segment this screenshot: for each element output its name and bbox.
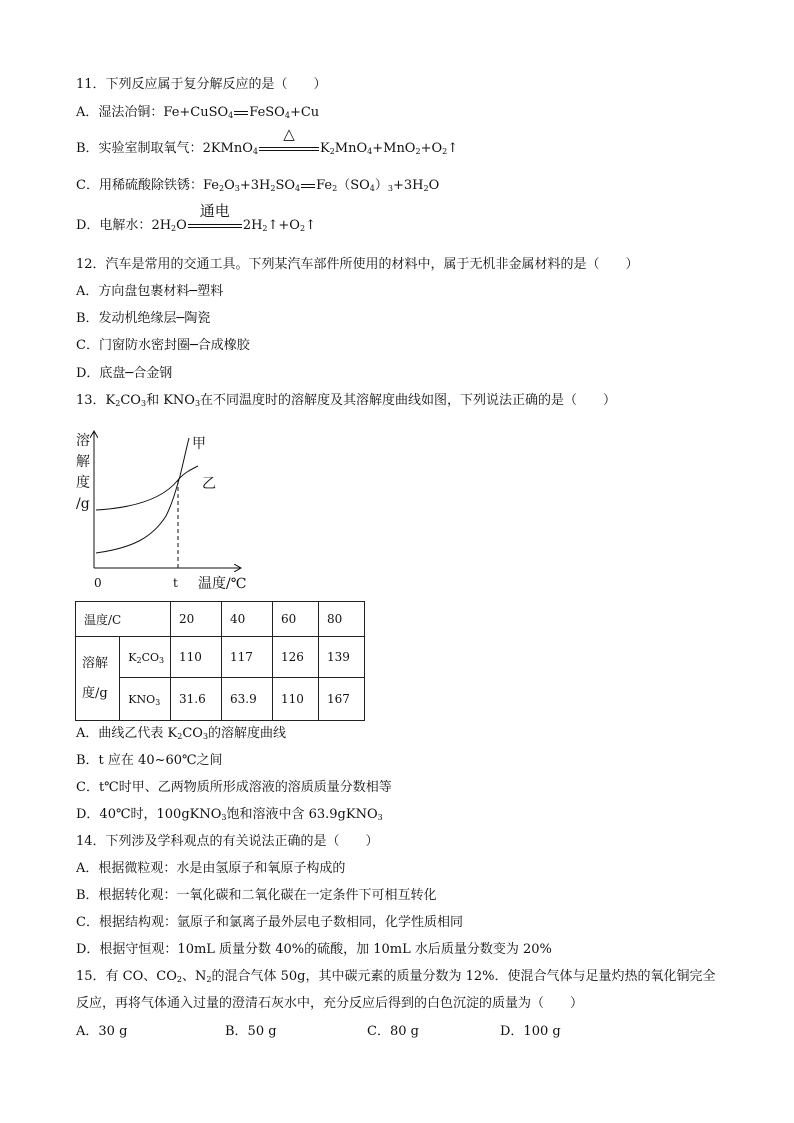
subscript: 3: [155, 697, 161, 707]
subscript: 4: [369, 184, 375, 193]
subscript: 2: [177, 732, 183, 741]
origin-label: 0: [94, 576, 102, 590]
stem-text: CO: [120, 393, 141, 408]
subscript: 2: [218, 184, 225, 193]
q11-stem: 11．下列反应属于复分解反应的是（ ）: [76, 77, 327, 92]
subscript: 3: [194, 399, 201, 408]
option-text: 的溶解度曲线: [208, 726, 287, 741]
row-group-text: 溶解: [82, 655, 109, 671]
eq-text: 2H: [242, 218, 263, 233]
stem-text: 在不同温度时的溶解度及其溶解度曲线如图，下列说法正确的是（ ）: [200, 393, 617, 408]
q15-stem-line2: 反应，再将气体通入过量的澄清石灰水中，充分反应后得到的白色沉淀的质量为（ ）: [76, 996, 584, 1011]
eq-text: O: [428, 178, 440, 193]
eq-text: ↑+O: [267, 218, 300, 233]
subscript: 3: [221, 813, 227, 822]
subscript: 2: [115, 399, 121, 408]
subscript: 3: [234, 184, 240, 193]
subscript: 2: [423, 184, 429, 193]
q15-option-a[interactable]: A．30 g: [76, 1024, 128, 1039]
q12-option-d[interactable]: D．底盘─合金钢: [76, 366, 173, 381]
eq-text: O: [176, 218, 187, 233]
stem-text: 13．K: [76, 393, 116, 408]
q12-option-b[interactable]: B．发动机绝缘层─陶瓷: [76, 311, 211, 326]
option-text: CO: [182, 726, 203, 741]
formula-text: K: [128, 650, 137, 664]
curve-jia-label: 甲: [192, 436, 206, 452]
subscript: 3: [377, 813, 383, 822]
table-cell: 126: [273, 637, 319, 678]
option-text: 饱和溶液中含 63.9gKNO: [226, 807, 378, 822]
table-temp-cell: 20: [171, 602, 222, 637]
subscript: 2: [176, 975, 182, 984]
q12-option-c[interactable]: C．门窗防水密封圈─合成橡胶: [76, 338, 250, 353]
option-text: A．曲线乙代表 K: [76, 726, 178, 741]
formula-text: KNO: [128, 692, 156, 706]
y-axis-label-char: 解: [76, 454, 90, 470]
eq-text: MnO: [334, 141, 368, 156]
subscript: 4: [284, 111, 290, 120]
subscript: 2: [332, 184, 338, 193]
eq-text: +3H: [239, 178, 271, 193]
eq-text: Fe: [202, 178, 219, 193]
eq-text: SO: [275, 178, 296, 193]
q13-option-d[interactable]: [76, 806, 383, 824]
q14-option-c[interactable]: C．根据结构观：氩原子和氯离子最外层电子数相同，化学性质相同: [76, 915, 463, 930]
curve-jia: [96, 438, 189, 553]
q14-stem: 14．下列涉及学科观点的有关说法正确的是（ ）: [76, 834, 379, 849]
subscript: 4: [295, 184, 301, 193]
subscript: 2: [270, 184, 276, 193]
table-row-group: [76, 637, 120, 721]
eq-text: +3H: [393, 178, 424, 193]
table-cell: 167: [319, 678, 365, 721]
eq-text: FeSO: [249, 105, 285, 120]
q11-option-b[interactable]: [76, 124, 459, 158]
q15-option-c[interactable]: C．80 g: [367, 1024, 419, 1039]
subscript: 3: [387, 184, 393, 193]
eq-text: O: [224, 178, 235, 193]
subscript: 2: [329, 147, 335, 156]
subscript: 4: [367, 147, 373, 156]
y-axis-label-char: /g: [76, 496, 90, 512]
subscript: 3: [140, 399, 147, 408]
reaction-arrow-electrolysis: [188, 201, 242, 228]
q13-option-b[interactable]: B．t 应在 40~60℃之间: [76, 753, 223, 768]
table-row-label: [120, 678, 171, 721]
y-axis-label-char: 溶: [76, 433, 90, 449]
table-cell: 139: [319, 637, 365, 678]
eq-text: Fe+CuSO: [163, 105, 229, 120]
reaction-arrow-heat: [259, 124, 319, 151]
eq-text: 2KMnO: [202, 141, 253, 156]
subscript: 2: [136, 655, 142, 665]
table-cell: 110: [171, 637, 222, 678]
subscript: 4: [228, 111, 234, 120]
q11-option-a[interactable]: [76, 104, 319, 122]
subscript: 2: [206, 975, 212, 984]
q12-stem: 12．汽车是常用的交通工具。下列某汽车部件所使用的材料中，属于无机非金属材料的是（ ）: [76, 257, 639, 272]
eq-text: K: [319, 141, 330, 156]
table-cell: 110: [273, 678, 319, 721]
q11-d-label: D．电解水：: [76, 218, 152, 233]
subscript: 4: [252, 147, 258, 156]
stem-text: 和 KNO: [146, 393, 195, 408]
q11-b-label: B．实验室制取氧气：: [76, 141, 203, 156]
table-cell: 31.6: [171, 678, 222, 721]
q11-c-label: C．用稀硫酸除铁锈：: [76, 178, 203, 193]
row-group-text: 度/g: [82, 685, 108, 701]
eq-text: Fe: [316, 178, 333, 193]
q15-stem-line1: [76, 968, 716, 986]
q14-option-b[interactable]: B．根据转化观：一氧化碳和二氧化碳在一定条件下可相互转化: [76, 888, 437, 903]
equals-sign: [234, 111, 248, 115]
subscript: 2: [442, 147, 448, 156]
table-temp-cell: 80: [319, 602, 365, 637]
q14-option-d[interactable]: D．根据守恒观：10mL 质量分数 40%的硫酸，加 10mL 水后质量分数变为 20%: [76, 942, 552, 957]
stem-text: 的混合气体 50g，其中碳元素的质量分数为 12%．使混合气体与足量灼热的氧化铜完全: [211, 969, 716, 984]
q11-a-label: A．湿法冶铜：: [76, 105, 164, 120]
q15-option-b[interactable]: B．50 g: [225, 1024, 277, 1039]
eq-text: （SO: [337, 178, 370, 193]
electrolysis-condition: 通电: [199, 201, 230, 220]
up-arrow: ↑: [447, 141, 459, 156]
stem-text: 15．有 CO、CO: [76, 969, 177, 984]
eq-text: +O: [420, 141, 443, 156]
q13-option-c[interactable]: C．t℃时甲、乙两物质所形成溶液的溶质质量分数相等: [76, 780, 392, 795]
curve-yi: [96, 466, 198, 510]
subscript: 3: [159, 655, 165, 665]
solubility-table: [75, 601, 365, 721]
subscript: 2: [415, 147, 421, 156]
q13-option-a[interactable]: [76, 725, 286, 743]
x-axis-label: 温度/℃: [198, 576, 247, 592]
table-header-label: 温度/C: [76, 602, 171, 637]
y-axis-label-char: 度: [76, 475, 90, 491]
option-text: D．40℃时，100gKNO: [76, 807, 222, 822]
table-cell: 117: [222, 637, 273, 678]
curve-yi-label: 乙: [202, 476, 216, 492]
subscript: 2: [299, 224, 306, 233]
q14-option-a[interactable]: A．根据微粒观：水是由氢原子和氧原子构成的: [76, 861, 346, 876]
formula-text: CO: [141, 650, 159, 664]
solubility-curve-graph: [72, 428, 262, 596]
heat-triangle-icon: △: [283, 124, 295, 143]
q11-option-c[interactable]: [76, 177, 439, 195]
eq-text: ）: [374, 178, 388, 193]
table-temp-cell: 60: [273, 602, 319, 637]
equals-sign: [301, 184, 315, 188]
subscript: 3: [202, 732, 209, 741]
q12-option-a[interactable]: A．方向盘包裹材料─塑料: [76, 284, 224, 299]
subscript: 2: [171, 224, 177, 233]
q15-option-d[interactable]: D．100 g: [500, 1024, 561, 1039]
up-arrow: ↑: [305, 218, 316, 233]
eq-text: +MnO: [372, 141, 416, 156]
eq-text: 2H: [151, 218, 172, 233]
table-temp-cell: 40: [222, 602, 273, 637]
q13-stem: [76, 392, 616, 410]
t-label: t: [173, 576, 178, 590]
stem-text: 、N: [181, 969, 207, 984]
q11-option-d[interactable]: [76, 201, 316, 235]
table-row-label: [120, 637, 171, 678]
subscript: 2: [262, 224, 268, 233]
eq-text: +Cu: [289, 105, 320, 120]
table-cell: 63.9: [222, 678, 273, 721]
